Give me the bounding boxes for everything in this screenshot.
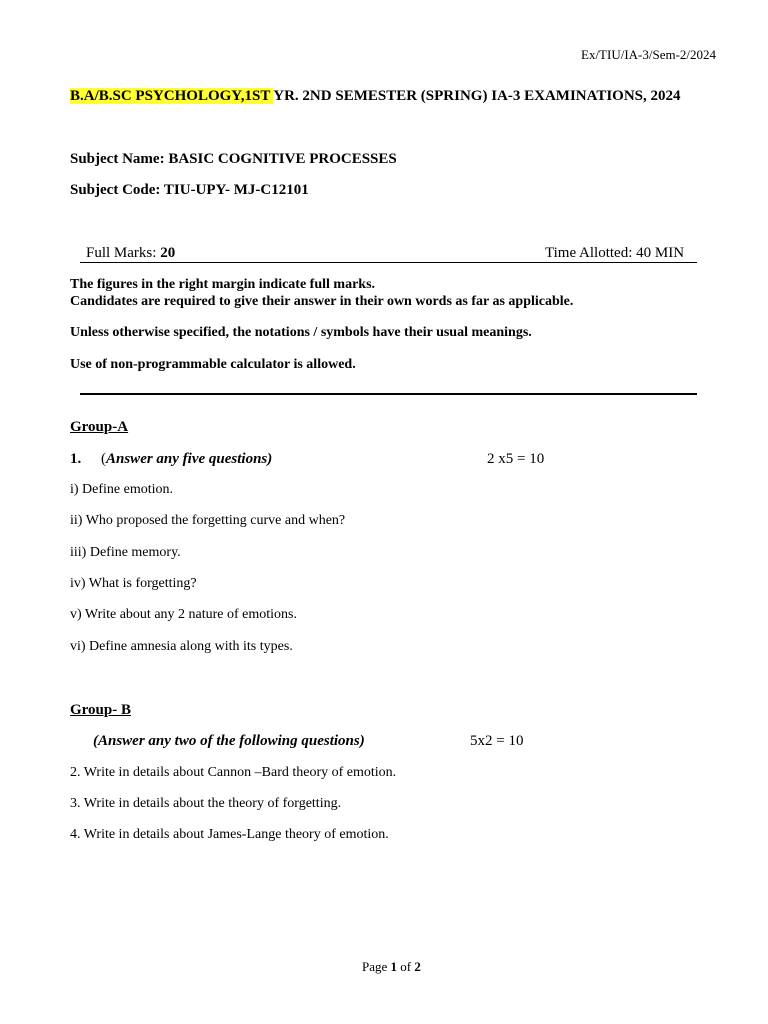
group-a-title: Group-A bbox=[70, 419, 129, 435]
group-a-instruction-text: Answer any five questions) bbox=[106, 451, 273, 467]
instruction-line: Unless otherwise specified, the notations / symbols have their usual meanings. bbox=[70, 325, 532, 340]
subject-name-line bbox=[70, 151, 397, 168]
document-reference-code: Ex/TIU/IA-3/Sem-2/2024 bbox=[581, 47, 717, 62]
subject-name-label: Subject Name: bbox=[70, 151, 169, 167]
group-b-instruction: (Answer any two of the following questions) bbox=[93, 733, 365, 749]
instruction-line: Use of non-programmable calculator is allowed. bbox=[70, 357, 356, 372]
program-name-highlight: B.A/B.SC PSYCHOLOGY,1ST bbox=[70, 88, 274, 104]
question-item: 2. Write in details about Cannon –Bard theory of emotion. bbox=[70, 765, 397, 780]
question-item: 4. Write in details about James-Lange theory of emotion. bbox=[70, 827, 389, 842]
marks-underline bbox=[80, 262, 697, 263]
subject-code-label: Subject Code: bbox=[70, 182, 164, 198]
group-a-marks: 2 x5 = 10 bbox=[487, 451, 545, 467]
time-allotted: Time Allotted: 40 MIN bbox=[545, 245, 685, 261]
page-total: 2 bbox=[414, 959, 421, 974]
page-label: Page bbox=[362, 959, 391, 974]
question-item: ii) Who proposed the forgetting curve and when? bbox=[70, 513, 346, 528]
page-of: of bbox=[397, 959, 415, 974]
full-marks-value: 20 bbox=[160, 245, 176, 261]
question-item: vi) Define amnesia along with its types. bbox=[70, 639, 293, 654]
instruction-line: The figures in the right margin indicate full marks. bbox=[70, 277, 376, 292]
group-a-instruction-paren: ( bbox=[101, 451, 106, 467]
question-number: 1. bbox=[70, 451, 82, 467]
exam-title-rest: YR. 2ND SEMESTER (SPRING) IA-3 EXAMINATIONS, 2024 bbox=[273, 88, 681, 104]
full-marks bbox=[86, 245, 175, 262]
subject-name: BASIC COGNITIVE PROCESSES bbox=[168, 151, 397, 167]
question-item: iii) Define memory. bbox=[70, 545, 181, 560]
subject-code: TIU-UPY- MJ-C12101 bbox=[163, 182, 309, 198]
group-b-marks: 5x2 = 10 bbox=[470, 733, 524, 749]
full-marks-label: Full Marks: bbox=[86, 245, 161, 261]
question-item: i) Define emotion. bbox=[70, 482, 174, 497]
instruction-line: Candidates are required to give their answer in their own words as far as applicable. bbox=[70, 294, 574, 309]
group-b-title: Group- B bbox=[70, 702, 131, 718]
group-a-instruction bbox=[101, 451, 272, 468]
page-current: 1 bbox=[390, 959, 398, 974]
subject-code-line bbox=[70, 182, 309, 199]
section-divider bbox=[80, 393, 697, 395]
question-item: v) Write about any 2 nature of emotions. bbox=[70, 607, 298, 622]
question-item: 3. Write in details about the theory of forgetting. bbox=[70, 796, 342, 811]
exam-title bbox=[70, 88, 681, 105]
question-item: iv) What is forgetting? bbox=[70, 576, 197, 591]
page-number bbox=[362, 959, 421, 975]
